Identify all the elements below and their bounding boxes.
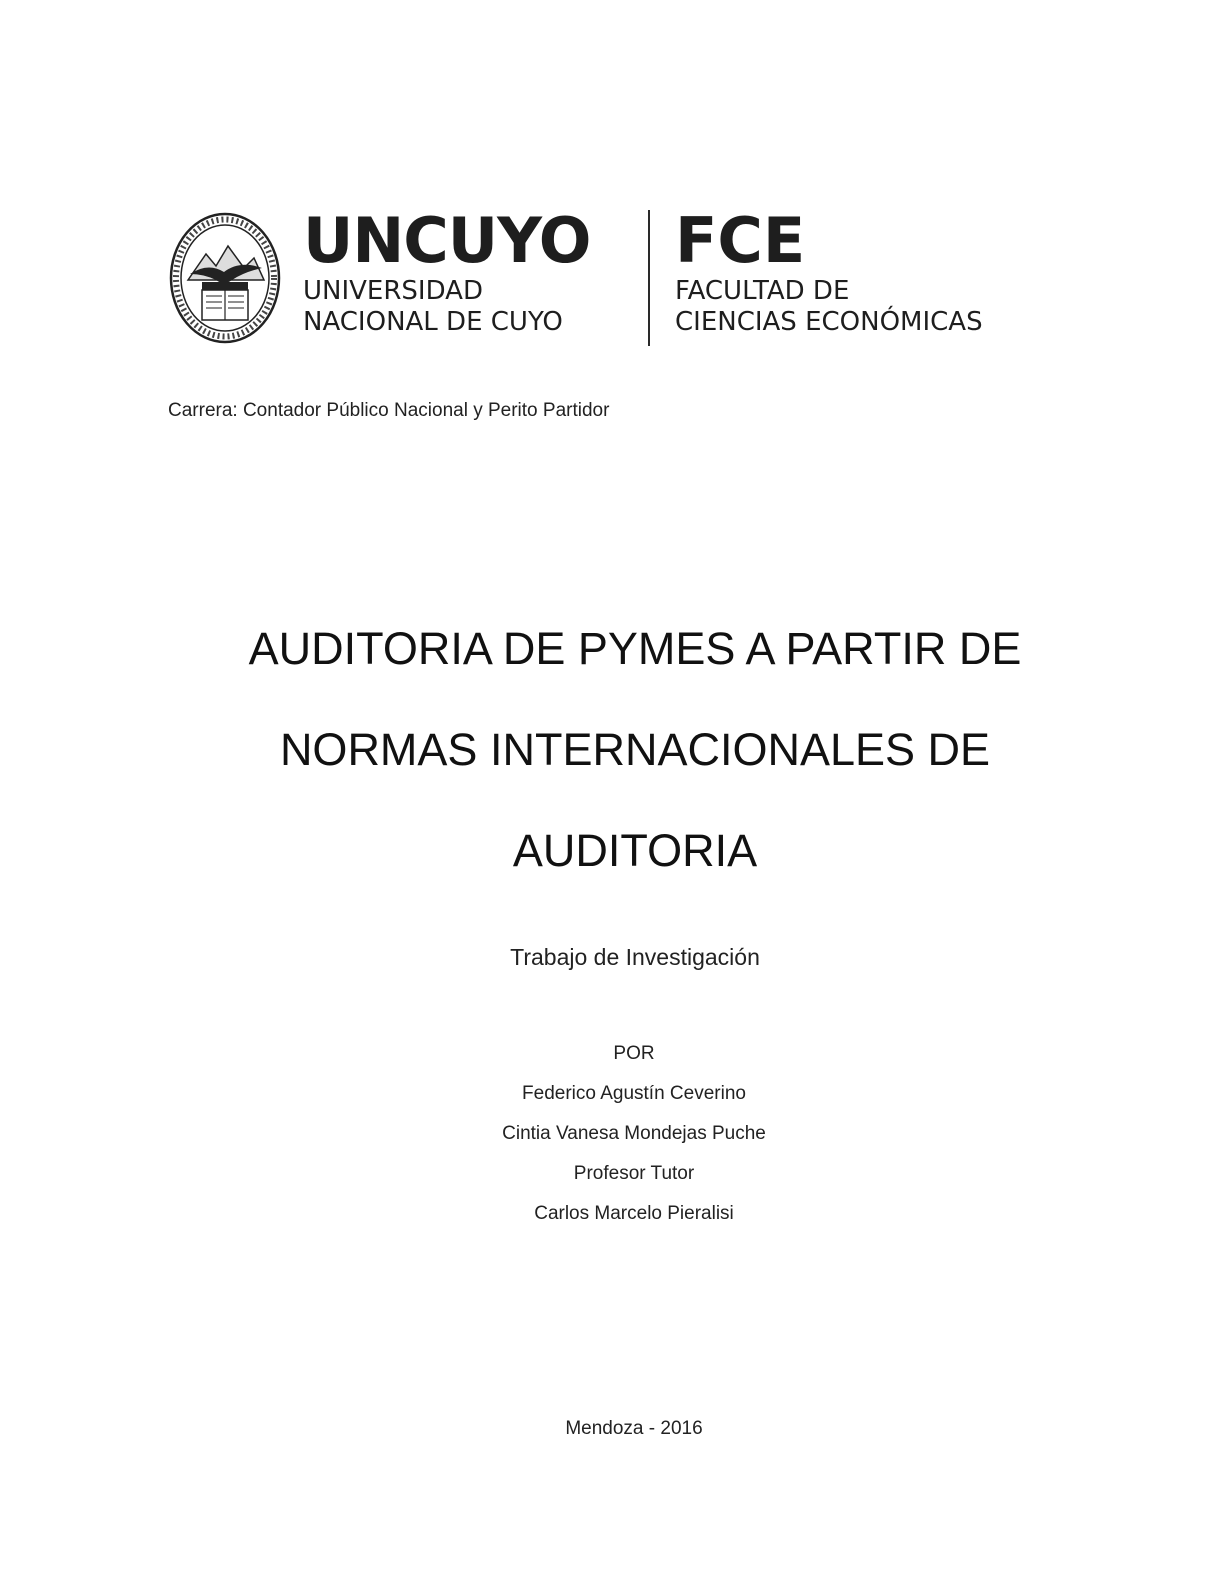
title-line-1: AUDITORIA DE PYMES A PARTIR DE [248, 623, 1022, 674]
uncuyo-line-1: UNIVERSIDAD [303, 276, 483, 306]
fce-line-1: FACULTAD DE [675, 276, 850, 306]
credits-block [0, 1034, 1224, 1234]
institution-logo-band [168, 206, 998, 348]
place-date-footer: Mendoza - 2016 [565, 1418, 703, 1439]
uncuyo-logotype [303, 206, 623, 338]
fce-logotype [675, 206, 1005, 338]
title-line-3: AUDITORIA [512, 825, 758, 876]
uncuyo-seal-icon [168, 210, 282, 346]
document-title [120, 598, 1150, 901]
document-subtitle: Trabajo de Investigación [510, 944, 760, 970]
carrera-line: Carrera: Contador Público Nacional y Perito Partidor [168, 400, 610, 421]
author-name: Cintia Vanesa Mondejas Puche [502, 1123, 766, 1144]
logo-divider [648, 210, 650, 346]
title-line-2: NORMAS INTERNACIONALES DE [279, 724, 991, 775]
por-label: POR [613, 1043, 655, 1064]
uncuyo-line-2: NACIONAL DE CUYO [303, 307, 563, 337]
uncuyo-wordmark: UNCUYO [303, 204, 591, 277]
fce-wordmark: FCE [675, 204, 806, 277]
tutor-label: Profesor Tutor [573, 1163, 695, 1184]
author-name: Federico Agustín Ceverino [522, 1083, 746, 1104]
tutor-name: Carlos Marcelo Pieralisi [534, 1203, 734, 1224]
fce-line-2: CIENCIAS ECONÓMICAS [675, 307, 983, 337]
